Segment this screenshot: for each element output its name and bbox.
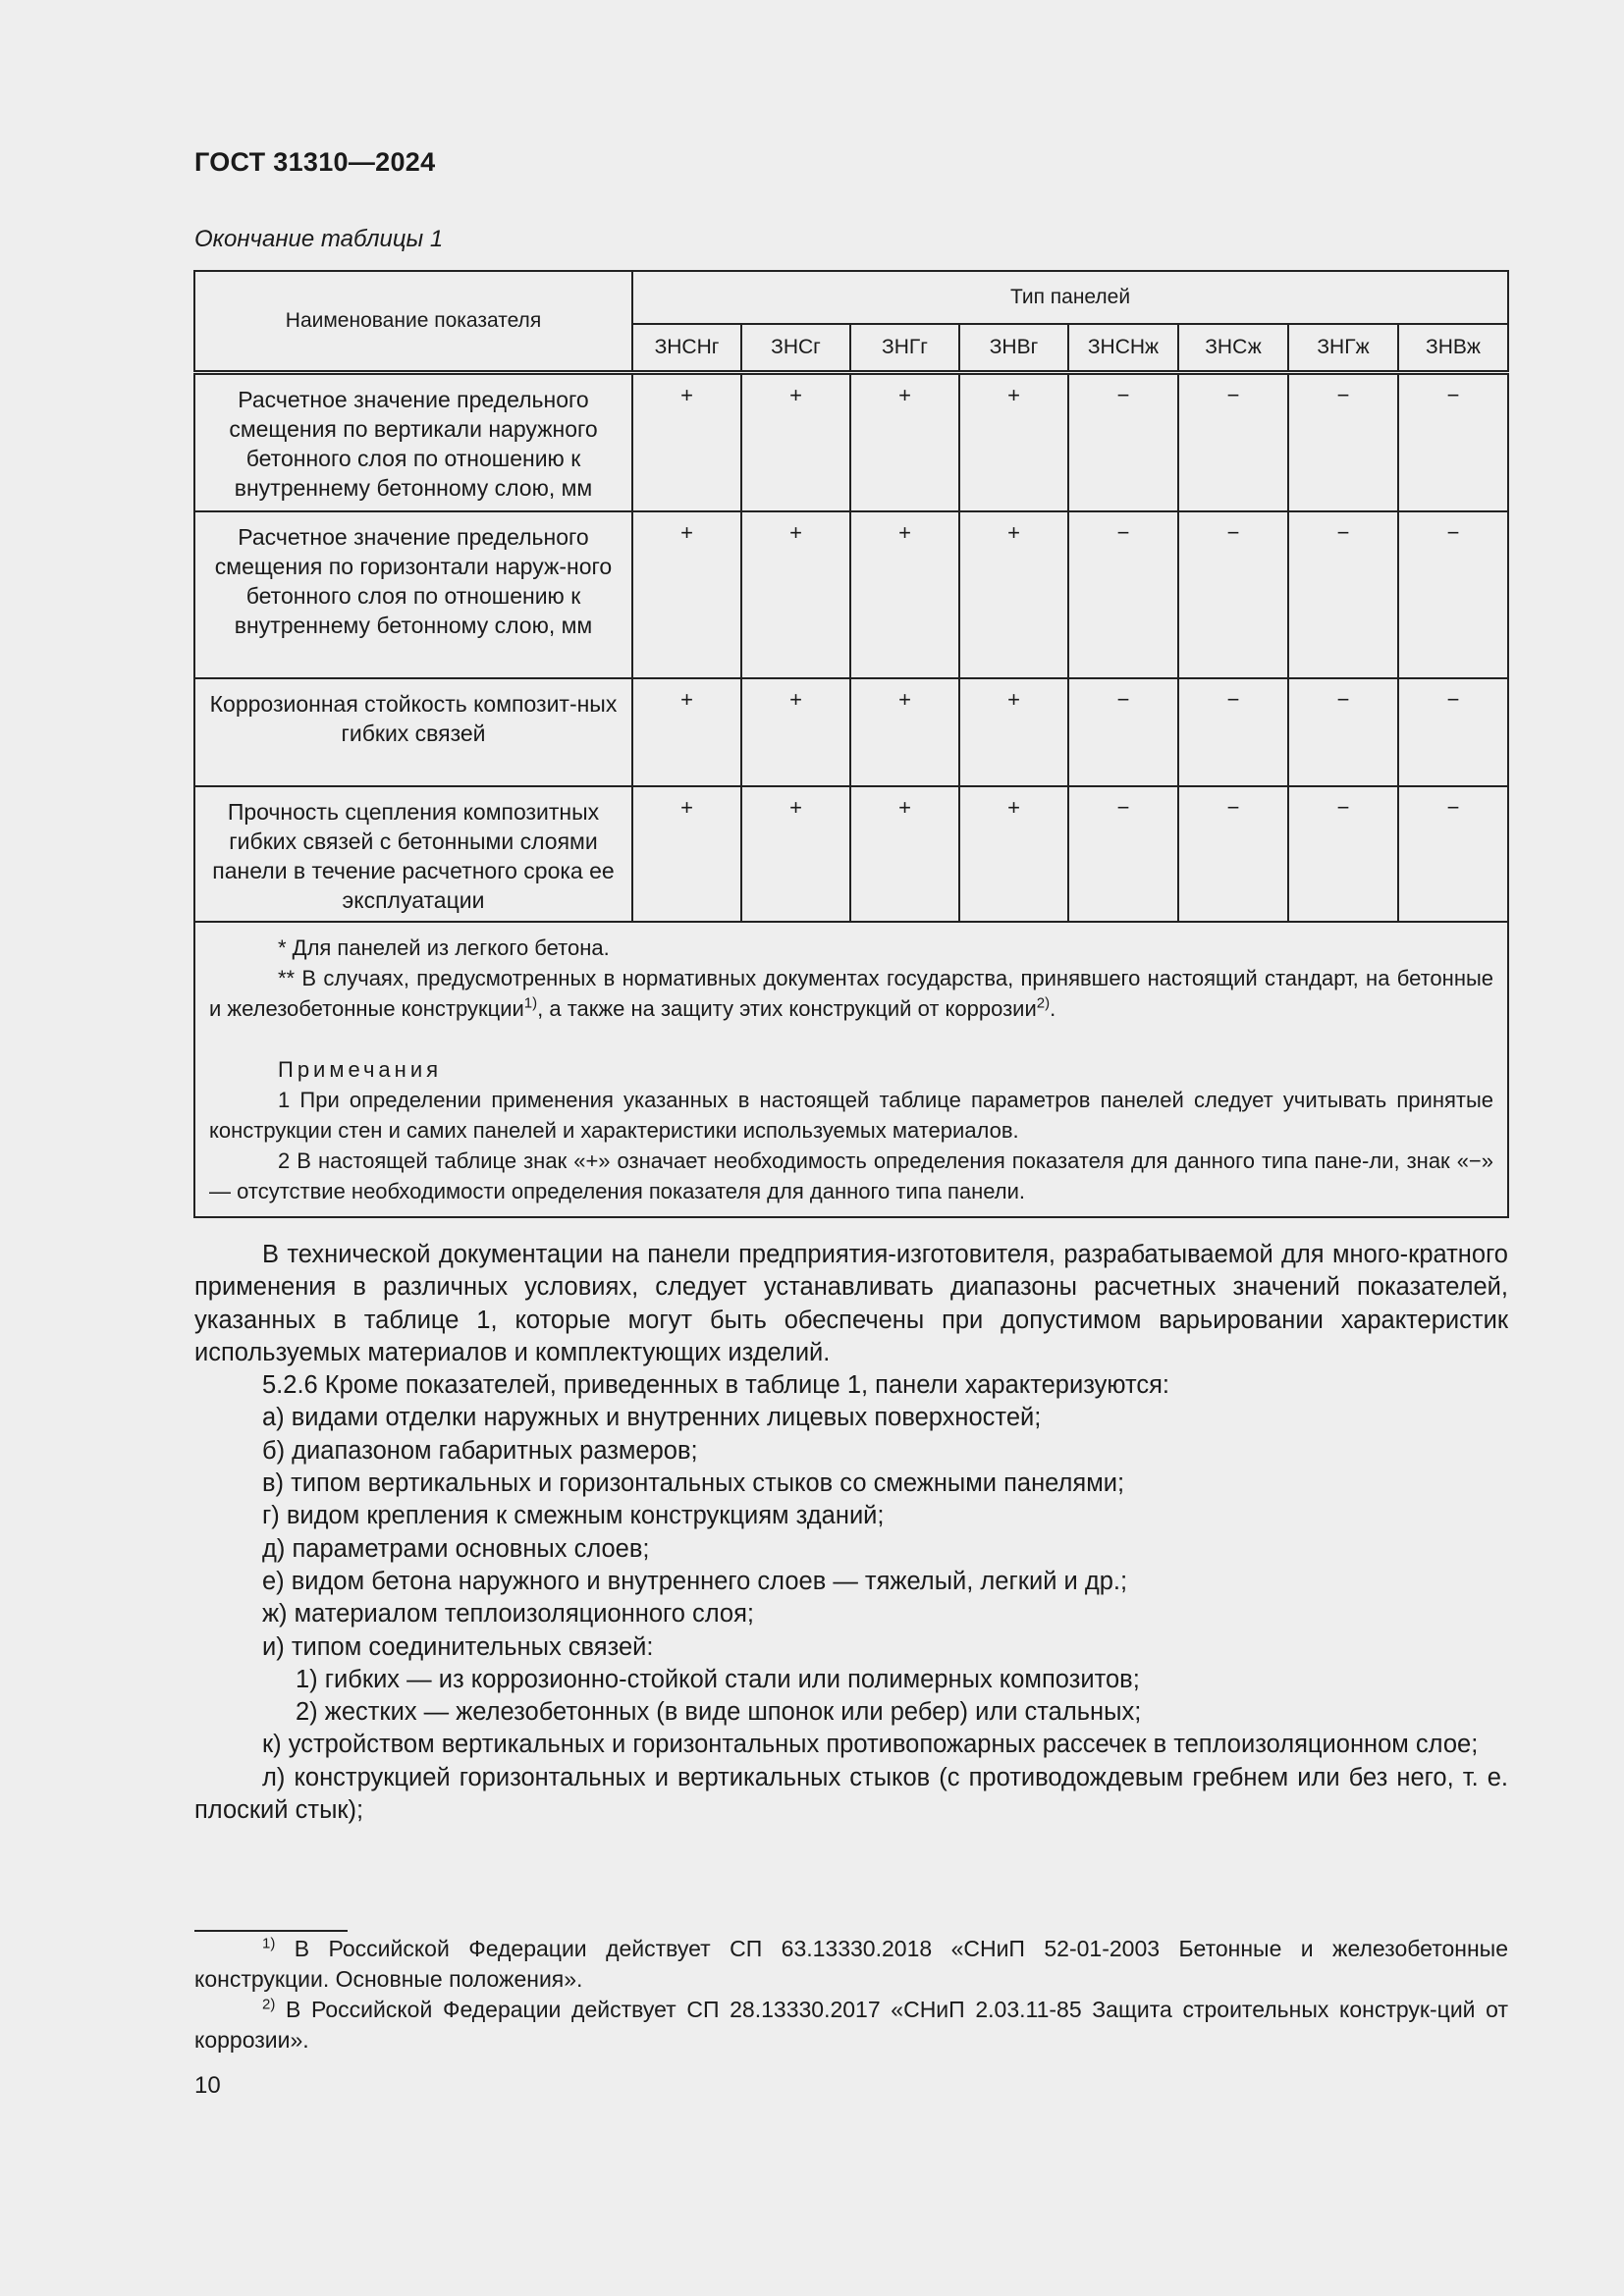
footnote-mark: 2): [262, 1996, 276, 2013]
notes-title: Примечания: [278, 1056, 443, 1082]
list-item: л) конструкцией горизонтальных и вертикальных стыков (с противодождевым гребнем или без него, т. е. плоский стык);: [194, 1763, 1508, 1825]
row-mark: +: [850, 511, 959, 678]
row-name: Прочность сцепления композитных гибких связей с бетонными слоями панели в течение расчетного срока ее эксплуатации: [194, 786, 632, 922]
row-mark: −: [1398, 678, 1508, 786]
row-mark: +: [741, 373, 850, 511]
table-row: [194, 511, 1508, 678]
footnote-star: * Для панелей из легкого бетона.: [278, 934, 610, 960]
footnote-text: ** В случаях, предусмотренных в нормативных документах государства, принявшего настоящий стандарт, на бетонные и железобетонные конструкции: [209, 965, 1494, 1021]
row-mark: −: [1068, 373, 1178, 511]
note-2: 2 В настоящей таблице знак «+» означает необходимость определения показателя для данного типа пане-ли, знак «−» — отсутствие необходимости определения показателя для данного типа панели.: [209, 1148, 1494, 1203]
footnote-ref: 1): [523, 994, 538, 1012]
row-mark: −: [1068, 786, 1178, 922]
row-mark: −: [1398, 373, 1508, 511]
list-item: и) типом соединительных связей:: [262, 1632, 654, 1661]
panel-types-header: Тип панелей: [632, 271, 1508, 324]
row-mark: −: [1398, 511, 1508, 678]
table-caption: Окончание таблицы 1: [194, 226, 444, 252]
row-mark: −: [1288, 373, 1398, 511]
list-item: в) типом вертикальных и горизонтальных стыков со смежными панелями;: [262, 1469, 1125, 1498]
table-notes-row: [194, 922, 1508, 1217]
spacer: [209, 1024, 1493, 1054]
list-item: а) видами отделки наружных и внутренних лицевых поверхностей;: [262, 1404, 1042, 1432]
footnote-text: , а также на защиту этих конструкций от коррозии: [537, 995, 1037, 1021]
row-mark: +: [632, 511, 741, 678]
row-mark: +: [632, 786, 741, 922]
page-footnote: [194, 1934, 1508, 1995]
footnote-separator: [194, 1930, 348, 1932]
column-header: ЗНГг: [850, 324, 959, 373]
clause-5-2-6: 5.2.6 Кроме показателей, приведенных в таблице 1, панели характеризуются:: [262, 1371, 1169, 1400]
body-text: [194, 1239, 1508, 1827]
column-header: ЗНВг: [959, 324, 1068, 373]
row-name: Расчетное значение предельного смещения по вертикали наружного бетонного слоя по отношению к внутреннему бетонному слою, мм: [194, 373, 632, 511]
row-mark: +: [741, 678, 850, 786]
row-mark: +: [632, 678, 741, 786]
list-item: е) видом бетона наружного и внутреннего слоев — тяжелый, легкий и др.;: [262, 1567, 1128, 1595]
page-number: 10: [194, 2072, 221, 2099]
row-mark: +: [959, 373, 1068, 511]
row-mark: +: [850, 678, 959, 786]
column-header: ЗНГж: [1288, 324, 1398, 373]
row-mark: +: [632, 373, 741, 511]
row-name: Коррозионная стойкость композит-ных гибких связей: [194, 678, 632, 786]
table-row: [194, 786, 1508, 922]
column-header: ЗНСг: [741, 324, 850, 373]
row-mark: −: [1068, 678, 1178, 786]
list-item: б) диапазоном габаритных размеров;: [262, 1436, 698, 1465]
row-mark: −: [1178, 373, 1288, 511]
row-mark: +: [741, 786, 850, 922]
row-mark: +: [959, 678, 1068, 786]
body-paragraph: В технической документации на панели предприятия-изготовителя, разрабатываемой для много-кратного применения в различных условиях, следует устанавливать диапазоны расчетных значений показателей, указанных в таблице 1, которые могут быть обеспечены при допустимом варьировании характеристик используемых материалов и комплектующих изделий.: [194, 1241, 1508, 1366]
footnote-double-star: [209, 963, 1493, 1024]
row-mark: −: [1068, 511, 1178, 678]
footnote-text: В Российской Федерации действует СП 63.13330.2018 «СНиП 52-01-2003 Бетонные и железобетонные конструкции. Основные положения».: [194, 1936, 1508, 1992]
table-row: [194, 373, 1508, 511]
table-notes: [194, 922, 1508, 1217]
page-footnote: [194, 1995, 1508, 2056]
row-mark: −: [1178, 786, 1288, 922]
row-mark: +: [741, 511, 850, 678]
column-header: ЗНВж: [1398, 324, 1508, 373]
column-header: ЗНСНж: [1068, 324, 1178, 373]
row-mark: −: [1288, 678, 1398, 786]
column-header: ЗНСНг: [632, 324, 741, 373]
footnote-text: В Российской Федерации действует СП 28.13330.2017 «СНиП 2.03.11-85 Защита строительных конструк-ций от коррозии».: [194, 1997, 1508, 2053]
row-name: Расчетное значение предельного смещения по горизонтали наруж-ного бетонного слоя по отношению к внутреннему бетонному слою, мм: [194, 511, 632, 678]
row-mark: +: [850, 786, 959, 922]
footnote-ref: 2): [1036, 994, 1051, 1012]
table-row: [194, 678, 1508, 786]
name-column-header: Наименование показателя: [194, 271, 632, 373]
sub-list-item: 2) жестких — железобетонных (в виде шпонок или ребер) или стальных;: [296, 1698, 1142, 1727]
row-mark: +: [959, 511, 1068, 678]
column-header: ЗНСж: [1178, 324, 1288, 373]
note-1: 1 При определении применения указанных в настоящей таблице параметров панелей следует учитывать принятые конструкции стен и самих панелей и характеристики используемых материалов.: [209, 1087, 1494, 1143]
sub-list-item: 1) гибких — из коррозионно-стойкой стали или полимерных композитов;: [296, 1665, 1140, 1693]
row-mark: +: [850, 373, 959, 511]
row-mark: −: [1178, 511, 1288, 678]
footnote-text: .: [1050, 995, 1056, 1021]
list-item: д) параметрами основных слоев;: [262, 1534, 650, 1563]
list-item: к) устройством вертикальных и горизонтальных противопожарных рассечек в теплоизоляционном слое;: [262, 1731, 1479, 1759]
row-mark: +: [959, 786, 1068, 922]
parameters-table: [193, 270, 1509, 1218]
footnote-mark: 1): [262, 1935, 276, 1952]
row-mark: −: [1178, 678, 1288, 786]
list-item: ж) материалом теплоизоляционного слоя;: [262, 1600, 754, 1629]
row-mark: −: [1288, 786, 1398, 922]
standard-code: ГОСТ 31310—2024: [194, 147, 436, 177]
row-mark: −: [1398, 786, 1508, 922]
page-footnotes: [194, 1934, 1508, 2056]
list-item: г) видом крепления к смежным конструкциям зданий;: [262, 1502, 885, 1530]
row-mark: −: [1288, 511, 1398, 678]
